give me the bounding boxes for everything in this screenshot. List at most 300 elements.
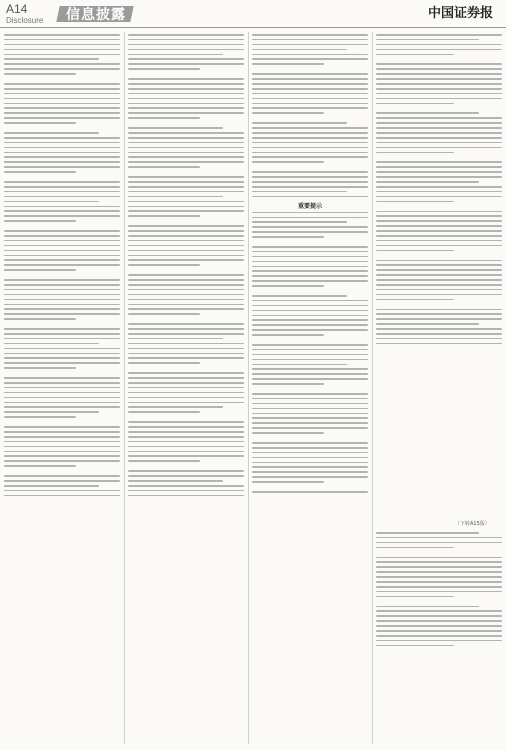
paragraph-gap (376, 650, 502, 655)
text-line (376, 640, 502, 642)
text-line (4, 465, 76, 467)
text-line (376, 284, 502, 286)
text-line (4, 132, 99, 134)
text-line (4, 196, 120, 198)
text-line (128, 455, 244, 457)
text-line (128, 34, 244, 36)
text-line (4, 112, 120, 114)
column-1 (4, 32, 120, 744)
text-line (376, 289, 502, 291)
text-line (252, 319, 368, 321)
notice-body (376, 532, 502, 655)
text-line (4, 338, 120, 340)
text-line (252, 447, 368, 449)
text-line (252, 142, 368, 144)
text-line (4, 451, 120, 453)
text-line (376, 44, 502, 46)
text-line (128, 485, 244, 487)
text-line (252, 103, 368, 105)
text-line (128, 353, 244, 355)
text-line (4, 68, 120, 70)
text-line (252, 270, 368, 272)
page-number: A14 (6, 2, 28, 16)
text-line (128, 63, 244, 65)
text-line (376, 557, 502, 559)
text-line (376, 274, 502, 276)
text-line (4, 480, 120, 482)
notice-body (252, 34, 368, 197)
text-line (128, 58, 244, 60)
text-line (128, 382, 244, 384)
text-line (252, 176, 368, 178)
text-line (252, 156, 368, 158)
text-line (128, 451, 244, 453)
text-line (252, 181, 368, 183)
page-header (0, 0, 506, 28)
text-line (4, 191, 120, 193)
text-line (252, 368, 368, 370)
text-line (376, 230, 502, 232)
text-line (376, 39, 479, 41)
text-line (376, 147, 502, 149)
text-line (376, 625, 502, 627)
text-line (128, 406, 223, 408)
text-line (128, 313, 200, 315)
text-line (128, 240, 244, 242)
text-line (128, 196, 223, 198)
text-line (128, 88, 244, 90)
text-line (128, 328, 244, 330)
text-line (252, 226, 368, 228)
text-line (252, 471, 368, 473)
text-line (252, 88, 368, 90)
text-line (252, 73, 368, 75)
text-line (4, 441, 120, 443)
text-line (376, 161, 502, 163)
text-line (252, 452, 368, 454)
text-line (252, 266, 368, 268)
text-line (128, 338, 223, 340)
text-line (252, 44, 368, 46)
text-line (252, 63, 324, 65)
text-line (128, 44, 244, 46)
text-line (128, 304, 244, 306)
text-line (376, 166, 502, 168)
text-line (4, 264, 120, 266)
text-line (252, 422, 368, 424)
text-line (4, 392, 120, 394)
text-line (128, 333, 244, 335)
text-line (376, 54, 454, 56)
text-line (376, 83, 502, 85)
text-line (252, 315, 368, 317)
text-line (376, 586, 502, 588)
text-line (252, 251, 368, 253)
paragraph-gap (376, 552, 502, 557)
text-line (4, 328, 120, 330)
text-line (4, 357, 120, 359)
text-line (4, 73, 76, 75)
text-line (252, 132, 368, 134)
text-line (4, 411, 99, 413)
text-line (376, 561, 502, 563)
text-line (4, 490, 120, 492)
text-line (4, 88, 120, 90)
text-line (128, 107, 244, 109)
text-line (128, 49, 244, 51)
text-line (376, 93, 502, 95)
text-line (252, 171, 368, 173)
text-line (252, 383, 324, 385)
text-line (252, 349, 368, 351)
text-line (252, 196, 368, 198)
text-line (4, 259, 120, 261)
text-line (252, 378, 368, 380)
text-line (128, 245, 244, 247)
text-line (252, 310, 368, 312)
text-line (4, 181, 120, 183)
text-line (128, 436, 244, 438)
text-line (4, 117, 120, 119)
text-line (128, 201, 244, 203)
text-line (376, 240, 502, 242)
section-english-label: Disclosure (6, 16, 44, 25)
text-line (376, 264, 502, 266)
text-line (252, 442, 368, 444)
text-line (252, 417, 368, 419)
text-line (4, 387, 120, 389)
text-line (4, 161, 120, 163)
text-line (4, 289, 120, 291)
text-line (128, 103, 244, 105)
text-line (376, 34, 502, 36)
text-line (252, 83, 368, 85)
continued-note: （下转A15版） (455, 521, 490, 527)
text-line (252, 462, 368, 464)
text-line (4, 186, 120, 188)
text-line (252, 481, 324, 483)
text-line (4, 107, 120, 109)
text-line (252, 152, 368, 154)
text-line (128, 377, 244, 379)
text-line (128, 191, 244, 193)
column-2 (128, 32, 244, 744)
text-line (376, 88, 502, 90)
text-line (4, 436, 120, 438)
text-line (4, 215, 120, 217)
section-title: 信息披露 (66, 7, 126, 23)
text-line (4, 156, 120, 158)
text-line (376, 245, 502, 247)
text-line (252, 373, 368, 375)
text-line (252, 191, 347, 193)
text-line (4, 93, 120, 95)
text-line (128, 250, 244, 252)
text-line (376, 591, 502, 593)
text-line (376, 132, 502, 134)
text-line (252, 217, 368, 219)
text-line (128, 156, 244, 158)
text-line (128, 83, 244, 85)
text-line (376, 566, 502, 568)
text-line (4, 455, 120, 457)
text-line (252, 236, 324, 238)
text-line (128, 147, 244, 149)
text-line (128, 372, 244, 374)
text-line (252, 364, 347, 366)
text-line (128, 357, 244, 359)
text-line (376, 338, 502, 340)
column-4-lower (376, 530, 502, 718)
text-line (128, 274, 244, 276)
text-line (376, 620, 502, 622)
text-line (4, 137, 120, 139)
text-line (376, 343, 502, 345)
text-line (4, 103, 120, 105)
text-line (128, 215, 200, 217)
text-line (4, 485, 99, 487)
text-line (252, 161, 324, 163)
text-line (128, 475, 244, 477)
text-line (4, 245, 120, 247)
text-line (376, 279, 502, 281)
paragraph-gap (376, 601, 502, 606)
text-line (252, 305, 368, 307)
text-line (128, 323, 244, 325)
text-line (4, 210, 120, 212)
text-line (252, 324, 368, 326)
text-line (128, 308, 244, 310)
text-line (252, 285, 324, 287)
text-line (4, 353, 120, 355)
text-line (376, 328, 502, 330)
text-line (376, 235, 502, 237)
text-line (376, 176, 502, 178)
text-line (128, 210, 244, 212)
text-line (252, 49, 347, 51)
column-divider (124, 32, 125, 744)
text-line (4, 240, 120, 242)
newspaper-name: 中国证券报 (428, 6, 494, 21)
text-line (252, 393, 368, 395)
text-line (4, 318, 76, 320)
text-line (128, 186, 244, 188)
text-line (252, 466, 368, 468)
text-line (252, 186, 368, 188)
text-line (376, 63, 502, 65)
text-line (128, 299, 244, 301)
text-line (252, 344, 368, 346)
text-line (376, 211, 502, 213)
paragraph-gap (376, 206, 502, 211)
text-line (252, 39, 368, 41)
text-line (376, 581, 502, 583)
text-line (4, 416, 76, 418)
text-line (4, 44, 120, 46)
text-line (128, 289, 244, 291)
text-line (4, 83, 120, 85)
text-line (376, 299, 454, 301)
text-line (4, 206, 120, 208)
text-line (4, 230, 120, 232)
text-line (252, 354, 368, 356)
text-line (4, 250, 120, 252)
text-line (376, 532, 479, 534)
text-line (4, 304, 120, 306)
paragraph-gap (376, 304, 502, 309)
text-line (252, 275, 368, 277)
text-line (252, 112, 324, 114)
text-line (376, 606, 479, 608)
text-line (376, 294, 502, 296)
text-line (128, 431, 244, 433)
text-line (128, 446, 244, 448)
text-line (376, 191, 502, 193)
text-line (128, 235, 244, 237)
text-line (128, 112, 244, 114)
text-line (376, 318, 502, 320)
text-line (4, 377, 120, 379)
text-line (252, 137, 368, 139)
text-line (376, 615, 502, 617)
text-line (376, 250, 454, 252)
text-line (128, 421, 244, 423)
text-line (252, 127, 368, 129)
text-line (4, 58, 99, 60)
text-line (128, 98, 244, 100)
text-line (376, 215, 502, 217)
text-line (4, 142, 120, 144)
text-line (252, 231, 368, 233)
text-line (4, 54, 120, 56)
notice-body (376, 34, 502, 344)
text-line (252, 432, 324, 434)
text-line (4, 426, 120, 428)
column-divider (248, 32, 249, 744)
notice-heading-important: 重要提示 (297, 202, 322, 210)
text-line (376, 630, 502, 632)
text-line (376, 117, 502, 119)
notice-body (252, 212, 368, 493)
text-line (128, 166, 200, 168)
text-line (376, 171, 502, 173)
text-line (252, 107, 368, 109)
text-line (4, 446, 120, 448)
text-line (128, 480, 223, 482)
notice-body (4, 34, 120, 496)
text-line (128, 54, 223, 56)
text-line (4, 63, 120, 65)
text-line (376, 635, 502, 637)
text-line (4, 201, 99, 203)
text-line (252, 256, 368, 258)
text-line (376, 142, 502, 144)
column-divider (372, 32, 373, 744)
text-line (128, 284, 244, 286)
text-line (4, 367, 76, 369)
column-4-upper (376, 32, 502, 512)
text-line (376, 645, 454, 647)
text-line (128, 137, 244, 139)
text-line (4, 475, 120, 477)
text-line (376, 68, 502, 70)
text-line (376, 122, 502, 124)
text-line (376, 323, 479, 325)
text-line (376, 537, 502, 539)
text-line (4, 255, 120, 257)
text-line (252, 408, 368, 410)
text-line (252, 403, 368, 405)
text-line (128, 181, 244, 183)
text-line (128, 264, 200, 266)
text-line (4, 294, 120, 296)
text-line (252, 280, 368, 282)
text-line (4, 402, 120, 404)
text-line (128, 117, 200, 119)
text-line (128, 93, 244, 95)
text-line (4, 98, 120, 100)
text-line (128, 225, 244, 227)
text-line (376, 152, 454, 154)
text-line (128, 495, 244, 497)
text-line (4, 382, 120, 384)
text-line (4, 348, 120, 350)
text-line (4, 362, 120, 364)
text-line (4, 122, 76, 124)
text-line (128, 279, 244, 281)
text-line (4, 171, 76, 173)
text-line (128, 78, 244, 80)
text-line (128, 152, 244, 154)
text-line (128, 39, 244, 41)
text-line (376, 309, 502, 311)
text-line (376, 225, 502, 227)
text-line (252, 58, 368, 60)
text-line (128, 460, 200, 462)
text-line (128, 132, 244, 134)
text-line (4, 166, 120, 168)
text-line (376, 269, 502, 271)
text-line (4, 406, 120, 408)
text-line (376, 220, 502, 222)
header-rule (0, 27, 506, 28)
text-line (4, 152, 120, 154)
text-line (252, 295, 347, 297)
text-line (252, 261, 368, 263)
text-line (128, 470, 244, 472)
text-line (376, 112, 479, 114)
text-line (252, 329, 368, 331)
text-line (128, 68, 200, 70)
text-line (128, 392, 244, 394)
text-line (252, 246, 368, 248)
text-line (252, 476, 368, 478)
text-line (4, 284, 120, 286)
text-line (4, 34, 120, 36)
paragraph-gap (376, 255, 502, 260)
text-line (128, 294, 244, 296)
text-line (252, 359, 368, 361)
text-line (376, 98, 502, 100)
text-line (252, 212, 368, 214)
text-line (128, 362, 200, 364)
text-line (128, 206, 244, 208)
text-line (376, 201, 454, 203)
text-line (128, 161, 244, 163)
text-line (4, 313, 120, 315)
text-line (376, 49, 502, 51)
text-line (376, 610, 502, 612)
